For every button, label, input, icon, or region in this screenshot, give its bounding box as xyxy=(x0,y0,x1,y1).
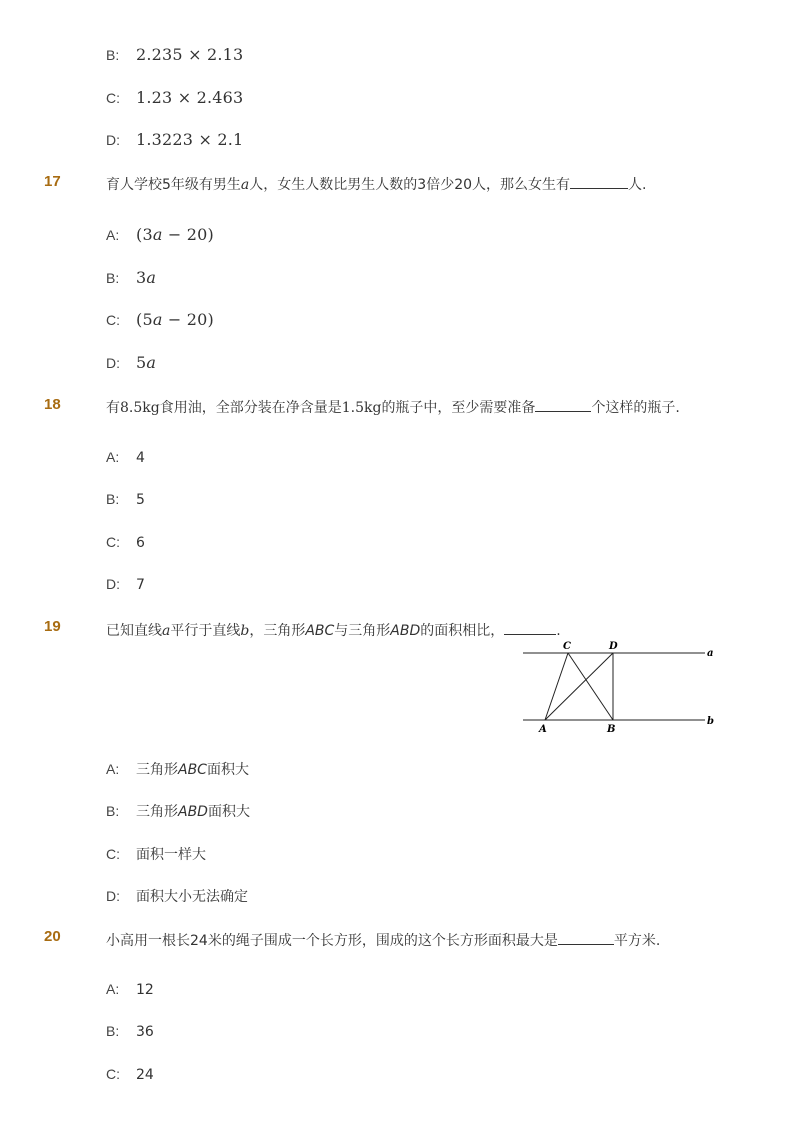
option-text: 12 xyxy=(136,982,154,998)
question-20-text xyxy=(106,930,660,950)
question-19-text xyxy=(106,620,561,640)
option-text xyxy=(136,353,156,372)
math-part: − 20) xyxy=(162,310,214,329)
segment-cb xyxy=(568,653,613,720)
q17-option-c[interactable] xyxy=(106,310,214,329)
math-variable: a xyxy=(146,268,157,287)
option-letter: B: xyxy=(106,47,120,63)
math-variable: a xyxy=(146,353,157,372)
math-amount: 8.5kg xyxy=(120,400,160,416)
q16-option-b[interactable] xyxy=(106,45,243,64)
label-point-a: A xyxy=(539,724,547,735)
option-letter: C: xyxy=(106,846,120,862)
question-number: 19 xyxy=(44,618,61,635)
math-part: (3 xyxy=(136,225,153,244)
option-text: 三角形 xyxy=(136,804,178,820)
question-text: 平行于直线 xyxy=(170,623,241,639)
question-17-text xyxy=(106,174,646,194)
option-text: 1.23 × 2.463 xyxy=(136,88,244,107)
q20-option-a[interactable] xyxy=(106,981,154,998)
q19-option-c[interactable] xyxy=(106,844,206,864)
question-text: 食用油，全部分装在净含量是 xyxy=(159,400,342,416)
option-letter: C: xyxy=(106,90,120,106)
math-part: 5 xyxy=(136,353,147,372)
option-text: 面积大 xyxy=(207,804,250,820)
option-text: 面积大 xyxy=(206,762,249,778)
q18-option-b[interactable] xyxy=(106,491,145,508)
question-text: 育人学校5年级有男生 xyxy=(106,177,241,193)
triangle-name: ABD xyxy=(390,623,421,639)
option-letter: B: xyxy=(106,1023,120,1039)
option-text: 5 xyxy=(136,492,145,508)
q19-option-a[interactable] xyxy=(106,759,249,779)
segment-ad xyxy=(545,653,613,720)
q18-option-a[interactable] xyxy=(106,449,145,466)
option-letter: C: xyxy=(106,312,120,328)
q19-option-d[interactable] xyxy=(106,886,248,906)
q18-option-d[interactable] xyxy=(106,576,145,593)
option-letter: B: xyxy=(106,491,120,507)
option-letter: A: xyxy=(106,761,120,777)
option-text: 面积大小无法确定 xyxy=(136,889,248,905)
option-text xyxy=(136,268,156,287)
question-number: 20 xyxy=(44,928,61,945)
triangle-name: ABD xyxy=(178,804,208,820)
answer-blank xyxy=(504,621,556,635)
math-variable: a xyxy=(152,225,163,244)
option-text xyxy=(136,310,214,329)
label-d: D xyxy=(609,641,618,652)
question-text: . xyxy=(556,623,561,639)
option-letter: A: xyxy=(106,449,120,465)
math-part: (5 xyxy=(136,310,153,329)
label-point-b: B xyxy=(607,724,616,735)
question-text: 与三角形 xyxy=(334,623,391,639)
question-text: 平方米. xyxy=(613,933,661,949)
question-text: 已知直线 xyxy=(106,623,162,639)
answer-blank xyxy=(535,398,591,412)
option-text: 4 xyxy=(136,450,145,466)
question-text: 的面积相比， xyxy=(420,623,505,639)
question-text: 小高用一根长24米的绳子围成一个长方形，围成的这个长方形面积最大是 xyxy=(106,933,558,949)
option-text: 三角形 xyxy=(136,762,178,778)
parallel-lines-figure xyxy=(515,638,725,738)
option-text xyxy=(136,225,214,244)
triangle-name: ABC xyxy=(178,762,207,778)
option-text: 1.3223 × 2.1 xyxy=(136,130,244,149)
question-18-text xyxy=(106,397,680,417)
option-letter: A: xyxy=(106,227,120,243)
option-letter: C: xyxy=(106,1066,120,1082)
option-letter: D: xyxy=(106,888,120,904)
option-letter: B: xyxy=(106,803,120,819)
option-letter: C: xyxy=(106,534,120,550)
option-text: 7 xyxy=(136,577,145,593)
question-number: 17 xyxy=(44,173,61,190)
option-letter: D: xyxy=(106,576,120,592)
option-letter: B: xyxy=(106,270,120,286)
label-b: b xyxy=(707,716,714,727)
option-text: 面积一样大 xyxy=(136,847,206,863)
question-text: 个这样的瓶子. xyxy=(591,400,680,416)
segment-ac xyxy=(545,653,568,720)
option-letter: D: xyxy=(106,132,120,148)
q17-option-a[interactable] xyxy=(106,225,214,244)
q17-option-b[interactable] xyxy=(106,268,156,287)
q20-option-c[interactable] xyxy=(106,1066,154,1083)
q20-option-b[interactable] xyxy=(106,1023,154,1040)
answer-blank xyxy=(558,931,614,945)
math-part: − 20) xyxy=(162,225,214,244)
label-a: a xyxy=(707,648,714,659)
option-text: 6 xyxy=(136,535,145,551)
question-text: 的瓶子中，至少需要准备 xyxy=(381,400,536,416)
option-text: 2.235 × 2.13 xyxy=(136,45,244,64)
q18-option-c[interactable] xyxy=(106,534,145,551)
math-part: 3 xyxy=(136,268,147,287)
question-number: 18 xyxy=(44,396,61,413)
label-c: C xyxy=(563,641,571,652)
option-letter: A: xyxy=(106,981,120,997)
math-variable: a xyxy=(152,310,163,329)
math-amount: 1.5kg xyxy=(341,400,382,416)
answer-blank xyxy=(570,175,628,189)
math-variable: b xyxy=(240,623,250,639)
q16-option-c[interactable] xyxy=(106,88,243,107)
question-text: 人，女生人数比男生人数的3倍少20人，那么女生有 xyxy=(249,177,571,193)
q19-option-b[interactable] xyxy=(106,801,250,821)
q16-option-d[interactable] xyxy=(106,130,243,149)
triangle-name: ABC xyxy=(305,623,335,639)
math-variable: a xyxy=(162,623,171,639)
question-text: 人. xyxy=(628,177,647,193)
option-text: 36 xyxy=(136,1024,154,1040)
option-letter: D: xyxy=(106,355,120,371)
math-variable: a xyxy=(240,177,250,193)
option-text: 24 xyxy=(136,1067,154,1083)
question-text: 有 xyxy=(106,400,120,416)
question-text: ，三角形 xyxy=(249,623,306,639)
q17-option-d[interactable] xyxy=(106,353,156,372)
